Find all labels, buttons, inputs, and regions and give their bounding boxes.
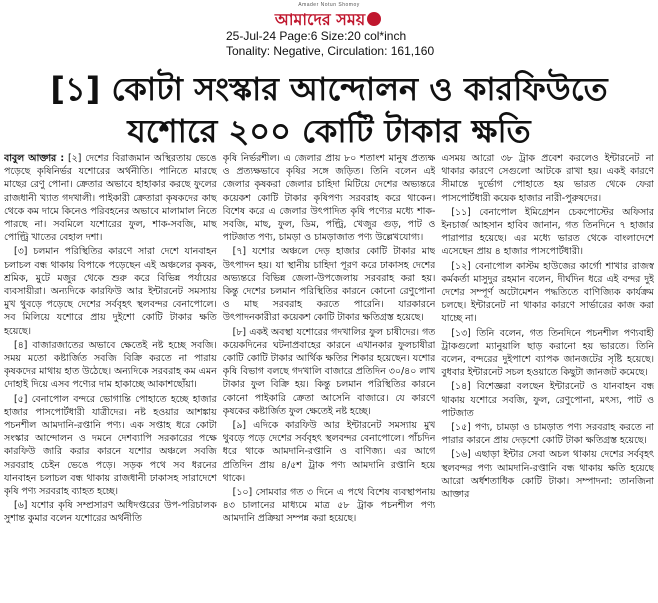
meta-line-tonality: Tonality: Negative, Circulation: 161,160 [226,44,435,58]
paragraph: [৫] বেনাপোল বন্দরে ভোগান্তি পোহাতে হচ্ছে হাজার হাজার পাসপোর্টধারী যাত্রীদের। নষ্ট হওয়ার আশঙ্কায় পচনশীল আমদানি-রপ্তানি পণ্য। এক সপ্তাহ ধরে কোটা সংস্কার আন্দোলন ও দমনে দেশব্যাপি সরকারের পক্ষে কারফিউ জারি করার কারনে যশোর অঞ্চলে সবজি সরবরাহ চেইন ভেঙে পড়ে। সড়ক পথে সব ধরনের যানবাহন চলাচল বন্ধ থাকায় রাজধানী ঢাকাসহ সারাদেশে কৃষি পণ্য সরবরাহ ব্যাহত হচ্ছে। [4,393,217,498]
masthead-tagline: Amader Notun Shomoy [298,2,360,8]
clipping-meta [226,29,434,59]
paragraph: [১৩] তিনি বলেন, গত তিনদিনে পচনশীল পণ্যবাহী ট্রাকগুলো ম্যানুয়ালি ছাড় করানো হয় ভারতে। তিনি বলেন, বন্দরের দুইপাশে ব্যাপক জানজটের সৃষ্টি হয়েছে। বুধবার ইন্টারনেট সচল হওয়াতে কিছুটা জানজট কমেছে। [441,327,655,379]
headline [0,68,658,152]
paragraph: [৭] যশোর অঞ্চলে দেড় হাজার কোটি টাকার মাছ উৎপাদন হয়। যা স্থানীয় চাহিদা পূরণ করে ঢাকাসহ দেশের অভ্যন্তরে বিভিন্ন জেলা-উপজেলায় সরবরাহ করা হয়। কিন্তু দেশের চলমান পরিস্থিতির কারনে কোনো রেণুপোনা ও মাছ সরবরাহ করতে পারেনি। যারকারনে উৎপাদনকারীরা কয়েকশ কোটি টাকার ক্ষতিগ্রস্ত হয়েছে। [222,246,436,324]
headline-line-2: যশোরে ২০০ কোটি টাকার ক্ষতি [127,112,531,150]
paragraph: [৩] চলমান পরিস্থিতির কারণে সারা দেশে যানবাহন চলাচল বন্ধ থাকায় বিপাকে পড়েছেন এই অঞ্চলের কৃষক, শ্রমিক, মুটে মজুর থেকে শুরু করে বিভিন্ন পর্যায়ের ব্যবসায়ীরা। অন্যদিকে কারফিউ আর ইন্টারনেট সমস্যায় মুখ থুবড়ে পড়েছে দেশের সর্ববৃহৎ স্থলবন্দর বেনাপোলে। সব মিলিয়ে যশোরে প্রায় দুইশো কোটি টাকার ক্ষতি হয়েছে। [4,246,217,337]
article-column-1 [4,152,217,598]
masthead [0,0,658,28]
paragraph-text: [২] দেশের বিরাজমান অস্থিরতায় ভেঙে পড়েছে কৃষিনির্ভর যশোরের অর্থনীতি। পানিতে মারছে মাছের রেণু পোনা। ক্রেতার অভাবে হাহাকার করছে ফুলের রাজধানী খ্যাত গদখালী। পাইকারী ক্রেতারা কৃষকদের কাছ থেকে কম দামে কিনেও পরিবহনের অভাবে মালামাল নিতে পারছে না। সবমিলে যশোরের ফুল, শাক-সবজি, মাছ পোল্ট্রি খাতের বেহাল দশা। [4,153,217,244]
article-column-2 [223,152,436,598]
newspaper-logo-text: আমাদের সময় [274,10,366,29]
byline: বাবুল আক্তার : [4,153,65,164]
paragraph: [১১] বেনাপোল ইমিগ্রেশন চেকপোস্টের অফিসার ইনচার্জ আহসান হাবিব জানান, গত তিনদিনে ৭ হাজার পারাপার হয়েছে। এর মধ্যে ভারত থেকে বাংলাদেশে এসেছেন প্রায় ৪ হাজার পাসপোর্টধারী। [441,206,655,258]
paragraph: [৯] এদিকে কারফিউ আর ইন্টারনেট সমস্যায় মুখ থুবড়ে পড়ে দেশের সর্ববৃহৎ স্থলবন্দর বেনাপোলে। পাঁচদিন ধরে থাকে আমদানি-রপ্তানি ও বাণিজ্য। এর আগে প্রতিদিন প্রায় ৪/৫শ ট্রাক পণ্য আমদানি রপ্তানি হয়ে থাকে। [222,420,436,484]
logo-seal-icon [367,12,381,26]
paragraph: কৃষি নির্ভরশীল। এ জেলার প্রায় ৮০ শতাংশ মানুষ প্রত্যক্ষ ও প্রত্যক্ষভাবে কৃষির সঙ্গে জড়িত। তিনি বলেন এই জেলার কৃষকরা জেলার চাহিদা মিটিয়ে দেশের অভ্যন্তরে কয়েকশ কোটি টাকার কৃষিপণ্য সরবরাহ করে থাকেন। বিশেষ করে এ জেলার উৎপাদিত কৃষি পণ্যের মধ্যে শাক-সবজি, মাছ, ফুল, ডিম, পল্ট্রি, খেজুর গুড়, পাট ও পাটজাত পণ্য, চামড়া ও চামড়াজাত পণ্য উল্লেখযোগ্য। [222,153,436,244]
paragraph: এসময় আরো ৩৮ ট্রাক প্রবেশ করলেও ইন্টারনেট না থাকার কারণে সেগুলো আটকে রাখা হয়। একই কারণে সীমান্তে দুর্ভোগ পোহাতে হয় ভারত থেকে ফেরা পাসপোর্টধারী কয়েক হাজার নারী-পুরুষদের। [441,153,655,204]
paragraph: [১৪] বিশেজ্ঞরা বলছেন ইন্টারনেট ও যানবাহন বন্ধ থাকায় যশোরে সবজি, ফুল, রেণুপোনা, মৎস্য, পাট ও পাটজাত [441,381,655,419]
paragraph: [৬] যশোর কৃষি সম্প্রসারণ অধিদপ্তরের উপ-পরিচালক সুশান্ত কুমার বলেন যশোরের অর্থনীতি [4,500,217,525]
paragraph [4,152,217,244]
headline-line-1: [১] কোটা সংস্কার আন্দোলন ও কারফিউতে [50,70,608,108]
paragraph: [১৬] এছাড়া ইন্টার সেবা অচল থাকায় দেশের সর্ববৃহৎ স্থলবন্দর পণ্য আমদানি-রপ্তানি বন্ধ থাকায় ক্ষতি হয়েছে আরো অর্ধশতাধিক কোটি টাকা। সম্পাদনা: তানজিনা আক্তার [441,449,655,501]
paragraph: [১৫] পণ্য, চামড়া ও চামড়াত পণ্য সরবরাহ করতে না পারার কারনে প্রায় দেড়শো কোটি টাকা ক্ষতিগ্রস্ত হয়েছে। [441,422,655,447]
paragraph: [৪] বাজারজাতের অভাবে ক্ষেতেই নষ্ট হচ্ছে সবজি। সময় মতো কষ্টার্জিত সবজি বিক্রি করতে না পারায় কৃষকদের মাথায় হাত উঠেছে। অন্যদিকে সরবরাহ কম এমন দোহাই দিয়ে এসব পণ্যের দাম হাকাচ্ছে আকাশছোঁয়া। [4,339,217,391]
article-body [4,152,654,598]
paragraph: [৮] একই অবস্থা যশোরের গদখালির ফুল চাষীদের। গত কয়েকদিনের ঘটনাপ্রবাহের কারনে এখানকার ফুলচাষীরা কোটি কোটি টাকার আর্থিক ক্ষতির শিকার হয়েছেন। যশোর কৃষি বিভাগ বলছে গদখালি বাজারে প্রতিদিন ৩০/৪০ লাখ টাকার ফুল বিক্রি হয়। কিন্তু চলমান পরিস্থিতির কারনে কোনো পাইকারি ক্রেতা আসেনি বাজারে। যে কারণে কৃষকের কষ্টার্জিত ফুল ক্ষেতেই নষ্ট হচ্ছে। [222,326,436,417]
paragraph: [১০] সোমবার গত ৩ দিনে এ পথে বিশেষ ব্যবস্থাপনায় ৪৩ চালানের মাধ্যমে মাত্র ৫৮ ট্রাক পচনশীল পণ্য আমদানি প্রক্রিয়া সম্পন্ন করা হয়েছে। [222,487,436,525]
article-column-3 [441,152,654,598]
meta-line-date-size: 25-Jul-24 Page:6 Size:20 col*inch [226,29,407,43]
paragraph: [১২] বেনাপোল কাস্টম হাউজের কার্গো শাখার রাজস্ব কর্মকর্তা মাসুদুর রহমান বলেন, দীর্ঘদিন ধরে এই বন্দর দুই দেশের সম্পূর্ণ অটোমেশন পদ্ধতিতে বাণিজ্যিক কার্যক্রম চলছে। ইন্টারনেট না থাকার কারণে সার্ভারের কাজ করা যাচ্ছে না। [441,260,655,325]
